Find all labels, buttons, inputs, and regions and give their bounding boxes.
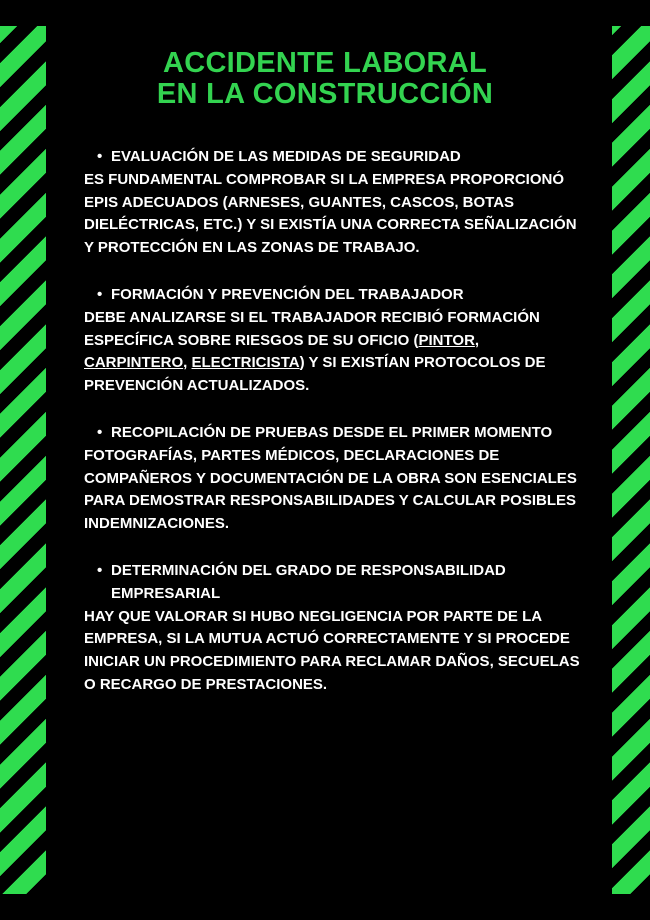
section-employer-responsibility	[84, 560, 584, 697]
body-outro: ) Y SI EXISTÍAN PROTOCOLOS DE PREVENCIÓN ACTUALIZADOS.	[84, 354, 546, 395]
section-body: ES FUNDAMENTAL COMPROBAR SI LA EMPRESA PROPORCIONÓ EPIS ADECUADOS (ARNESES, GUANTES, CASCOS, BOTAS DIELÉCTRICAS, ETC.) Y SI EXISTÍA UNA CORRECTA SEÑALIZACIÓN Y PROTECCIÓN EN LAS ZONAS DE TRABAJO.	[84, 170, 577, 257]
body-separator: ,	[183, 354, 192, 372]
heading-text: DETERMINACIÓN DEL GRADO DE RESPONSABILIDAD EMPRESARIAL	[111, 561, 506, 602]
bullet-icon: •	[97, 561, 103, 579]
body-intro: DEBE ANALIZARSE SI EL TRABAJADOR RECIBIÓ FORMACIÓN ESPECÍFICA SOBRE RIESGOS DE SU OFICIO (	[84, 308, 540, 349]
title-line-1: ACCIDENTE LABORAL	[162, 47, 488, 79]
section-evidence-collection	[84, 422, 584, 536]
bullet-icon: •	[97, 423, 103, 441]
section-body: HAY QUE VALORAR SI HUBO NEGLIGENCIA POR PARTE DE LA EMPRESA, SI LA MUTUA ACTUÓ CORRECTAMENTE Y SI PROCEDE INICIAR UN PROCEDIMIENTO PARA RECLAMAR DAÑOS, SECUELAS O RECARGO DE PRESTACIONES.	[84, 607, 580, 693]
section-body	[84, 307, 584, 398]
link-electricista[interactable]: ELECTRICISTA	[191, 354, 300, 372]
section-heading	[84, 284, 584, 307]
section-heading	[84, 560, 584, 606]
link-carpintero[interactable]: CARPINTERO	[84, 354, 184, 372]
heading-text: FORMACIÓN Y PREVENCIÓN DEL TRABAJADOR	[111, 285, 464, 303]
section-training-prevention	[84, 284, 584, 398]
hazard-stripes-right	[612, 26, 650, 894]
section-body: FOTOGRAFÍAS, PARTES MÉDICOS, DECLARACIONES DE COMPAÑEROS Y DOCUMENTACIÓN DE LA OBRA SON ESENCIALES PARA DEMOSTRAR RESPONSABILIDADES Y CALCULAR POSIBLES INDEMNIZACIONES.	[84, 446, 577, 533]
document-content	[84, 146, 584, 721]
bullet-icon: •	[97, 285, 103, 303]
hazard-stripes-left	[0, 26, 46, 894]
page-title	[60, 48, 590, 110]
section-safety-measures	[84, 146, 584, 260]
title-line-2: EN LA CONSTRUCCIÓN	[156, 78, 494, 110]
link-pintor[interactable]: PINTOR	[418, 331, 475, 349]
section-heading	[84, 146, 584, 169]
heading-text: RECOPILACIÓN DE PRUEBAS DESDE EL PRIMER MOMENTO	[111, 423, 553, 441]
bullet-icon: •	[97, 148, 103, 165]
section-heading	[84, 422, 584, 445]
heading-text: EVALUACIÓN DE LAS MEDIDAS DE SEGURIDAD	[111, 148, 461, 165]
body-separator: ,	[474, 331, 480, 349]
